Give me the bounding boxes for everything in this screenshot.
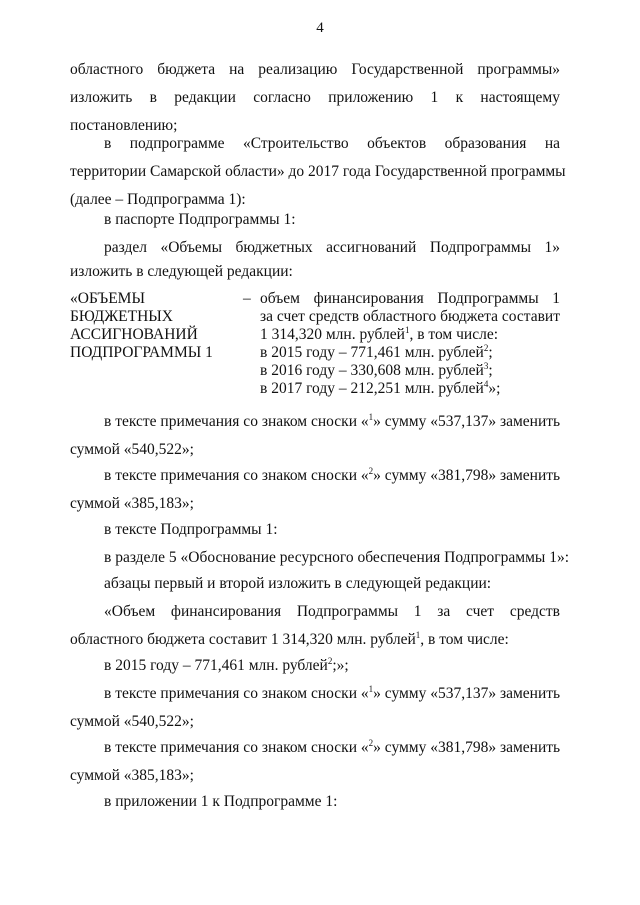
paragraph-line: областного бюджета составит 1 314,320 млн. рублей$^1$, в том числе: [70, 629, 509, 648]
footnote-mark: 1 [368, 411, 374, 422]
paragraph-line: в тексте примечания со знаком сноски «$^1$» сумму «537,137» заменить [104, 411, 561, 430]
table-value: 1 314,320 млн. рублей$^1$, в том числе: [260, 324, 499, 343]
footnote-mark: 1 [415, 629, 421, 640]
footnote-mark: 2 [327, 655, 333, 666]
paragraph-line: суммой «385,183»; [70, 767, 194, 784]
paragraph-line: «Объем финансирования Подпрограммы 1 за счет средств [104, 603, 560, 620]
paragraph-line: суммой «540,522»; [70, 713, 194, 730]
table-value: в 2017 году – 212,251 млн. рублей$^4$»; [260, 378, 501, 397]
table-value: в 2016 году – 330,608 млн. рублей$^3$; [260, 360, 493, 379]
paragraph-line: в тексте примечания со знаком сноски «$^1$» сумму «537,137» заменить [104, 683, 561, 702]
paragraph-line: изложить в следующей редакции: [70, 263, 293, 280]
paragraph-line: (далее – Подпрограмма 1): [70, 191, 246, 208]
table-label: ПОДПРОГРАММЫ 1 [70, 344, 213, 361]
paragraph-line: в 2015 году – 771,461 млн. рублей$^2$;»; [104, 655, 349, 674]
footnote-mark: 2 [483, 342, 489, 353]
paragraph-line: изложить в редакции согласно приложению 1 к настоящему [70, 89, 560, 106]
paragraph-line: областного бюджета на реализацию Государственной программы» [70, 61, 560, 78]
table-label: АССИГНОВАНИЙ [70, 326, 198, 343]
table-value: объем финансирования Подпрограммы 1 [260, 290, 560, 307]
paragraph-line: в паспорте Подпрограммы 1: [104, 211, 296, 228]
footnote-mark: 4 [483, 378, 489, 389]
table-dash: – [243, 290, 251, 307]
footnote-mark: 1 [404, 324, 410, 335]
paragraph-line: в приложении 1 к Подпрограмме 1: [104, 793, 338, 810]
paragraph-line: суммой «385,183»; [70, 495, 194, 512]
footnote-mark: 1 [368, 683, 374, 694]
paragraph-line: постановлению; [70, 117, 178, 134]
paragraph-line: в подпрограмме «Строительство объектов образования на [104, 135, 560, 152]
paragraph-line: территории Самарской области» до 2017 года Государственной программы [70, 163, 566, 180]
table-label: БЮДЖЕТНЫХ [70, 308, 173, 325]
paragraph-line: в тексте примечания со знаком сноски «$^2$» сумму «381,798» заменить [104, 465, 561, 484]
paragraph-line: раздел «Объемы бюджетных ассигнований Подпрограммы 1» [104, 239, 560, 256]
table-label: «ОБЪЕМЫ [70, 290, 145, 307]
paragraph-line: в разделе 5 «Обоснование ресурсного обеспечения Подпрограммы 1»: [104, 549, 569, 566]
paragraph-line: суммой «540,522»; [70, 441, 194, 458]
page-number: 4 [316, 20, 324, 36]
footnote-mark: 3 [483, 360, 489, 371]
table-value: в 2015 году – 771,461 млн. рублей$^2$; [260, 342, 493, 361]
footnote-mark: 2 [368, 465, 374, 476]
paragraph-line: в тексте Подпрограммы 1: [104, 521, 278, 538]
paragraph-line: в тексте примечания со знаком сноски «$^2$» сумму «381,798» заменить [104, 737, 561, 756]
table-value: за счет средств областного бюджета составит [260, 308, 560, 325]
footnote-mark: 2 [368, 737, 374, 748]
paragraph-line: абзацы первый и второй изложить в следующей редакции: [104, 575, 492, 592]
